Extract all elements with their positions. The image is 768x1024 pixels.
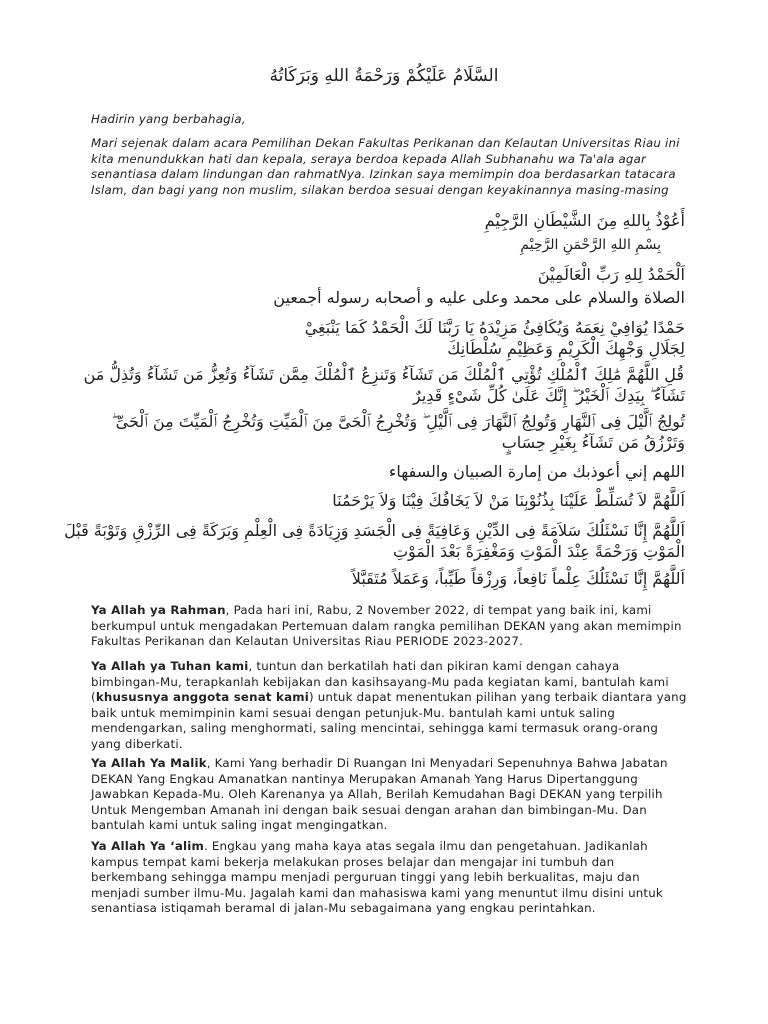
salam-heading: السَّلَامُ عَلَيْكُمْ وَرَحْمَةُ اللهِ وَبَرَكَاتُهُ	[269, 66, 499, 86]
prayer-paragraph-malik	[91, 756, 691, 834]
paragraph-text: . Engkau yang maha kaya atas segala ilmu dan pengetahuan. Jadikanlah kampus tempat kami bekerja melakukan proses belajar dan mengajar ini tumbuh dan berkembang sehingga mampu menjadi perguruan tinggi yang lebih berkualitas, maju dan menjadi sumber ilmu-Mu. Jagalah kami dan mahasiswa kami yang menuntut ilmu disini untuk senantiasa istiqamah beramal di jalan-Mu sebagaimana yang engkau perintahkan.	[91, 839, 663, 915]
arabic-ali-imran-27-line-1: تُولِجُ ٱلَّيْلَ فِى ٱلنَّهَارِ وَتُولِجُ ٱلنَّهَارَ فِى ٱلَّيْلِ ۖ وَتُخْرِجُ ٱلْحَىَّ مِنَ ٱلْمَيِّتِ وَتُخْرِجُ ٱلْمَيِّتَ مِنَ ٱلْحَىِّ ۖ	[111, 412, 685, 431]
arabic-ali-imran-27-line-2: وَتَرْزُقُ مَن تَشَآءُ بِغَيْرِ حِسَابٍ	[501, 433, 685, 452]
paragraph-text: , Pada hari ini, Rabu, 2 November 2022, di tempat yang baik ini, kami berkumpul untuk mengadakan Pertemuan dalam rangka pemilihan DEKAN yang akan memimpin Fakultas Perikanan dan Kelautan Universitas Riau PERIODE 2023-2027.	[91, 603, 682, 648]
arabic-basmalah: بِسْمِ اللهِ الرَّحْمَنِ الرَّحِيْمِ	[520, 237, 661, 253]
paragraph-lead: Ya Allah Ya ‘alim	[91, 839, 204, 853]
arabic-doa-2: اَللَّهُمَّ لاَ تُسَلِّطْ عَلَيْنَا بِذُنُوْبِنَا مَنْ لاَ يَخَافُكَ فِيْنَا وَلاَ يَرْحَمُنَا	[332, 491, 685, 510]
prayer-paragraph-rahman	[91, 603, 691, 650]
arabic-hamd-line-2: لِجَلَالِ وَجْهِكَ الْكَرِيْمِ وَعَظِيْمِ سُلْطَانِكَ	[447, 339, 685, 358]
arabic-doa-3-line-2: الْمَوْتِ وَرَحْمَةً عِنْدَ الْمَوْتِ وَمَغْفِرَةً بَعْدَ الْمَوْتِ	[392, 542, 685, 561]
arabic-shalawat: الصلاة والسلام على محمد وعلى عليه و أصحابه رسوله أجمعين	[273, 288, 685, 307]
arabic-ali-imran-26-line-2: تَشَآءُ ۖ بِيَدِكَ ٱلْخَيْرُ ۖ إِنَّكَ عَلَىٰ كُلِّ شَىْءٍ قَدِيرٌ	[412, 386, 685, 405]
paragraph-lead: Ya Allah ya Rahman	[91, 603, 226, 617]
arabic-hamdalah: اَلْحَمْدُ لِلهِ رَبِّ الْعَالَمِيْنَ	[537, 265, 685, 284]
arabic-doa-4: اَللَّهُمَّ إِنَّا نَسْئَلُكَ عِلْماً نَافِعاً، وَرِزْقاً طَيِّباً، وَعَمَلاً مُتَقَبَّلاً	[351, 569, 685, 588]
arabic-hamd-line-1: حَمْدًا يُوَافِيْ نِعَمَهُ وَيُكَافِئُ مَزِيْدَهُ يَا رَبَّنَا لَكَ الْحَمْدُ كَمَا يَنْبَغِيْ	[304, 318, 685, 337]
paragraph-text: , Kami Yang berhadir Di Ruangan Ini Menyadari Sepenuhnya Bahwa Jabatan DEKAN Yang Engkau Amanatkan nantinya Merupakan Amanah Yang Harus Dipertanggung Jawabkan Kepada-Mu. Oleh Karenanya ya Allah, Berilah Kemudahan Bagi DEKAN yang terpilih Untuk Mengemban Amanah ini dengan baik sesuai dengan arahan dan bimbingan-Mu. Dan bantulah kami untuk saling ingat mengingatkan.	[91, 756, 668, 832]
prayer-paragraph-tuhan	[91, 659, 691, 752]
arabic-taawudz: أَعُوْذُ بِاللهِ مِنَ الشَّيْطَانِ الرَّجِيْمِ	[484, 211, 685, 230]
intro-paragraph: Mari sejenak dalam acara Pemilihan Dekan Fakultas Perikanan dan Kelautan Universitas Riau ini kita menundukkan hati dan kepala, seraya berdoa kepada Allah Subhanahu wa Ta'ala agar senantiasa dalam lindungan dan rahmatNya. Izinkan saya memimpin doa berdasarkan tatacara Islam, dan bagi yang non muslim, silakan berdoa sesuai dengan keyakinannya masing-masing	[91, 136, 680, 197]
paragraph-lead: Ya Allah ya Tuhan kami	[91, 659, 249, 673]
prayer-paragraph-alim	[91, 839, 691, 917]
greeting: Hadirin yang berbahagia,	[91, 112, 246, 126]
arabic-doa-1: اللهم إني أعوذبك من إمارة الصبيان والسفهاء	[388, 462, 685, 481]
paragraph-text: ) untuk dapat menentukan pilihan yang terbaik diantara yang baik untuk memimpinin kami sesuai dengan petunjuk-Mu. bantulah kami untuk saling mendengarkan, saling menghormati, saling mencintai, sehingga kami termasuk orang-orang yang diberkati.	[91, 690, 687, 751]
paragraph-lead: Ya Allah Ya Malik	[91, 756, 207, 770]
arabic-ali-imran-26-line-1: قُلِ اللَّهُمَّ مَٰلِكَ ٱلْمُلْكِ تُؤْتِي ٱلْمُلْكَ مَن تَشَآءُ وَتَنزِعُ ٱلْمُلْكَ مِمَّن تَشَآءُ وَتُعِزُّ مَن تَشَآءُ وَتُذِلُّ مَن	[83, 365, 684, 384]
arabic-doa-3-line-1: اَللَّهُمَّ إِنَّا نَسْئَلُكَ سَلاَمَةً فِى الدِّيْنِ وَعَافِيَةً فِى الْجَسَدِ وَزِيَادَةً فِى الْعِلْمِ وَبَرَكَةً فِى الرِّزْقِ وَتَوْبَةً قَبْلَ	[64, 521, 685, 540]
paragraph-text: , tuntun dan berkatilah hati dan pikiran kami dengan cahaya bimbingan-Mu, terapkanlah kebijakan dan kasihsayang-Mu pada kegiatan kami, bantulah kami (	[91, 659, 669, 704]
paragraph-emphasis: khususnya anggota senat kami	[95, 690, 309, 704]
